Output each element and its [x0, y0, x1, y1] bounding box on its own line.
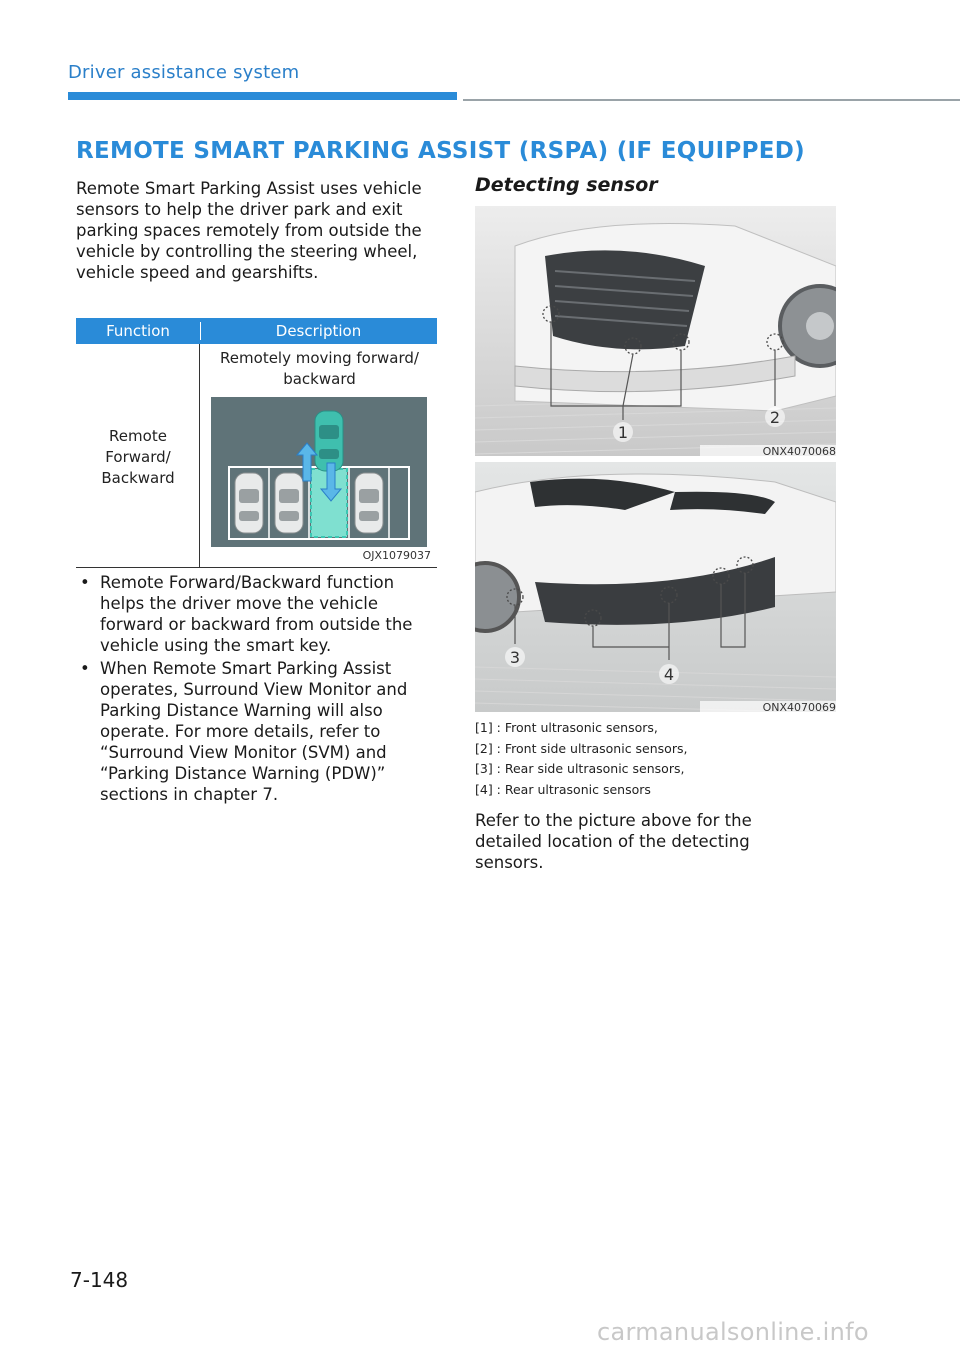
moving-car-icon	[315, 411, 343, 471]
function-table	[76, 318, 437, 568]
sensor-note: Refer to the picture above for the detailed location of the detecting sensors.	[475, 811, 752, 872]
bullet-text: When Remote Smart Parking Assist operates, Surround View Monitor and Parking Distance Warning will also operate. For more details, refer to “Surround View Monitor (SVM) and “Parking Distance Warning (PDW)” sections in chapter 7.	[100, 659, 408, 804]
legend-item: [2] : Front side ultrasonic sensors,	[475, 740, 688, 756]
callout-label: 3	[509, 648, 521, 667]
table-cell-function: Remote Forward/ Backward	[101, 427, 175, 487]
legend-item: [1] : Front ultrasonic sensors,	[475, 720, 658, 735]
intro-paragraph: Remote Smart Parking Assist uses vehicle sensors to help the driver park and exit parking spaces remotely from outside the vehicle by controlling the steering wheel, vehicle speed and gearshifts.	[76, 179, 422, 282]
callout-1	[613, 422, 633, 442]
sensor-legend	[475, 718, 687, 800]
callout-4	[659, 664, 679, 684]
table-header-description: Description	[275, 322, 362, 340]
table-cell-description: Remotely moving forward/ backward	[220, 349, 419, 388]
callout-label: 1	[617, 423, 629, 442]
parked-car-icon	[275, 473, 303, 533]
callout-label: 4	[663, 665, 675, 684]
parking-illustration	[211, 397, 427, 547]
callout-3	[505, 647, 525, 667]
parked-car-icon	[355, 473, 383, 533]
bullet-dot-icon: •	[80, 659, 90, 678]
legend-item: [3] : Rear side ultrasonic sensors,	[475, 761, 685, 776]
legend-item: [4] : Rear ultrasonic sensors	[475, 781, 651, 797]
figure-code: ONX4070068	[700, 445, 836, 458]
running-header: Driver assistance system	[68, 62, 300, 83]
callout-2	[765, 407, 785, 427]
watermark: carmanualsonline.info	[597, 1318, 869, 1346]
bullet-dot-icon: •	[80, 573, 90, 592]
figure-code: ONX4070069	[700, 701, 836, 714]
subsection-heading: Detecting sensor	[475, 174, 658, 196]
parked-car-icon	[235, 473, 263, 533]
callout-label: 2	[769, 408, 781, 427]
header-rule-accent	[68, 92, 457, 100]
front-sensor-illustration	[475, 206, 836, 456]
figure-code: OJX1079037	[362, 549, 431, 562]
page-number: 7-148	[70, 1268, 129, 1292]
header-rule	[463, 99, 960, 101]
rear-sensor-illustration	[475, 462, 836, 712]
section-title: REMOTE SMART PARKING ASSIST (RSPA) (IF EQUIPPED)	[76, 138, 805, 164]
bullet-text: Remote Forward/Backward function helps the driver move the vehicle forward or backward from outside the vehicle using the smart key.	[100, 573, 413, 655]
table-header-function: Function	[106, 322, 170, 340]
table-bottom-rule	[76, 567, 437, 568]
table-header-row	[76, 318, 437, 344]
